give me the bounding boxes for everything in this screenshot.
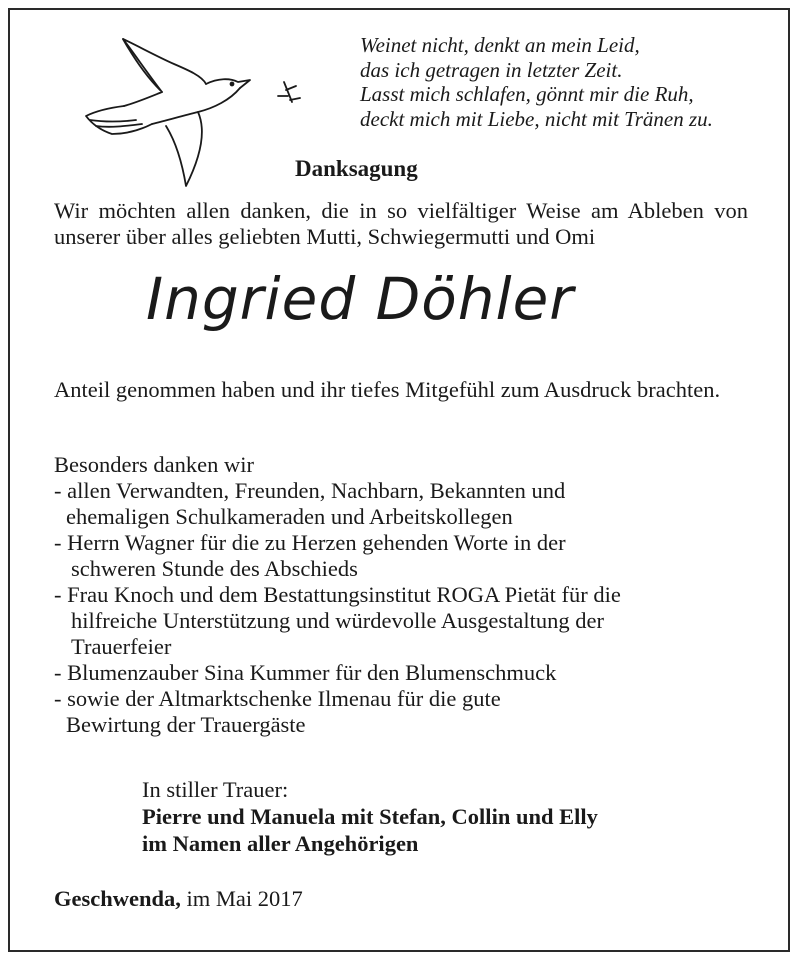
mourner-family: im Namen aller Angehörigen xyxy=(142,831,419,856)
place-date-text: im Mai 2017 xyxy=(186,886,303,911)
mourner-names: Pierre und Manuela mit Stefan, Collin und Elly xyxy=(142,804,598,829)
thanks-list xyxy=(54,452,621,738)
intro-paragraph: Wir möchten allen danken, die in so vielfältiger Weise am Ableben von unserer über alles geliebten Mutti, Schwiegermutti und Omi xyxy=(54,198,748,249)
list-item: Trauerfeier xyxy=(71,634,172,659)
list-item: schweren Stunde des Abschieds xyxy=(71,556,358,581)
deceased-name: Ingried Döhler xyxy=(146,265,575,333)
poem-line: Weinet nicht, denkt an mein Leid, xyxy=(360,33,640,57)
place-town: Geschwenda, xyxy=(54,886,181,911)
dove-icon xyxy=(78,34,313,194)
list-item: - Frau Knoch und dem Bestattungsinstitut ROGA Pietät für die xyxy=(54,582,621,607)
notice-title: Danksagung xyxy=(295,156,418,181)
poem xyxy=(360,33,780,131)
list-item: - sowie der Altmarktschenke Ilmenau für die gute xyxy=(54,686,501,711)
thanks-heading: Besonders danken wir xyxy=(54,452,254,477)
list-item: - allen Verwandten, Freunden, Nachbarn, Bekannten und xyxy=(54,478,566,503)
poem-line: Lasst mich schlafen, gönnt mir die Ruh, xyxy=(360,82,694,106)
closing-block xyxy=(142,776,598,857)
anteil-paragraph: Anteil genommen haben und ihr tiefes Mitgefühl zum Ausdruck brachten. xyxy=(54,377,721,402)
list-item: hilfreiche Unterstützung und würdevolle Ausgestaltung der xyxy=(71,608,604,633)
list-item: Bewirtung der Trauergäste xyxy=(66,712,306,737)
list-item: - Herrn Wagner für die zu Herzen gehenden Worte in der xyxy=(54,530,566,555)
list-item: ehemaligen Schulkameraden und Arbeitskollegen xyxy=(66,504,513,529)
closing-label: In stiller Trauer: xyxy=(142,777,289,802)
place-date xyxy=(54,886,303,912)
poem-line: das ich getragen in letzter Zeit. xyxy=(360,57,623,82)
poem-line: deckt mich mit Liebe, nicht mit Tränen zu. xyxy=(360,106,713,131)
list-item: - Blumenzauber Sina Kummer für den Blumenschmuck xyxy=(54,660,557,685)
